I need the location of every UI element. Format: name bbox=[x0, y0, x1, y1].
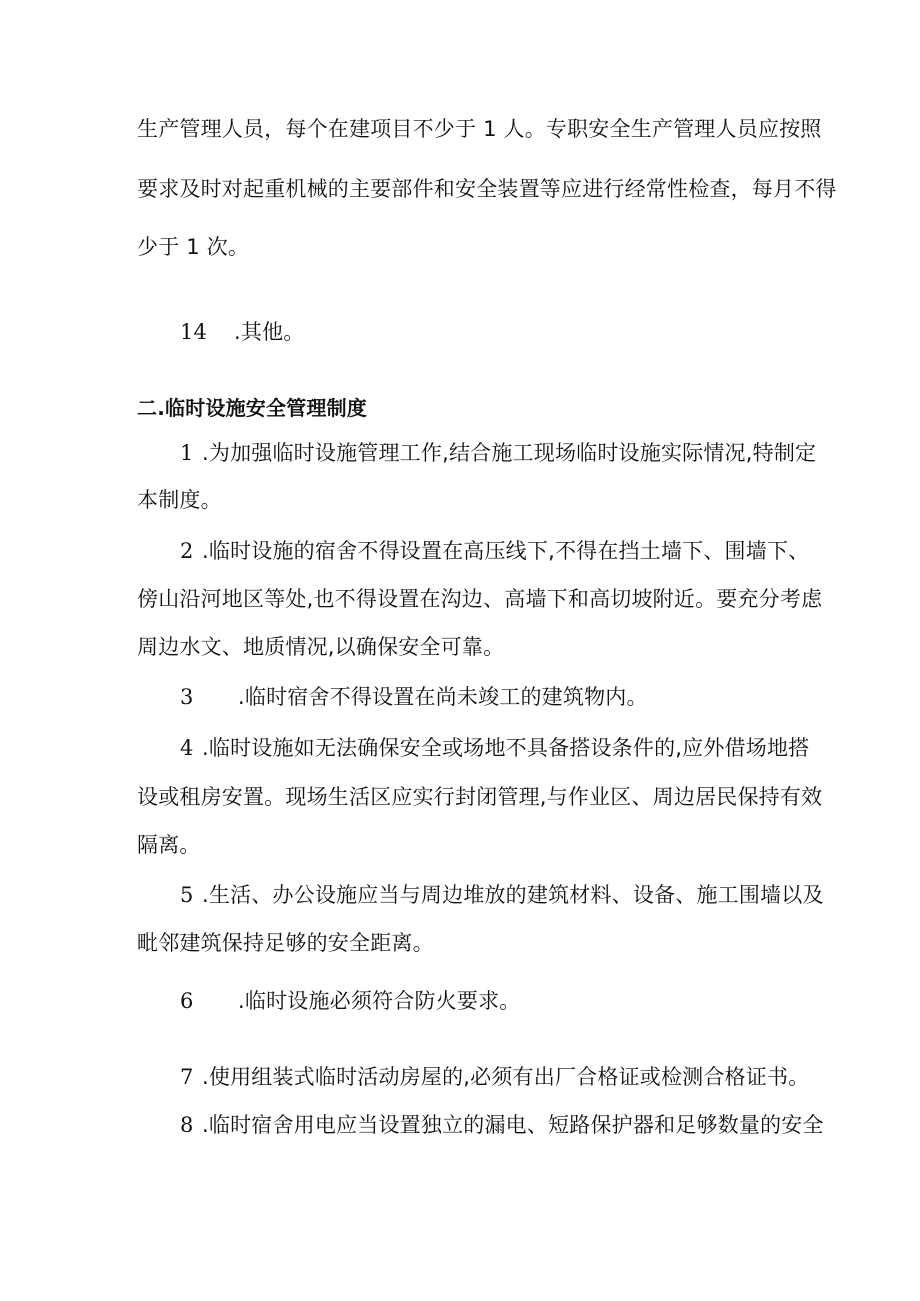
list-item-7 bbox=[180, 1062, 840, 1092]
item-text: .其他。 bbox=[234, 320, 305, 344]
item-text: .使用组装式临时活动房屋的,必须有出厂合格证或检测合格证书。 bbox=[202, 1065, 810, 1089]
item-text: .临时设施必须符合防火要求。 bbox=[238, 989, 521, 1013]
item-text: .临时宿舍用电应当设置独立的漏电、短路保护器和足够数量的安全 bbox=[202, 1113, 824, 1137]
paragraph-line: 设或租房安置。现场生活区应实行封闭管理,与作业区、周边居民保持有效 bbox=[137, 785, 823, 809]
list-item-3 bbox=[180, 682, 840, 712]
item-number: 2 bbox=[180, 539, 194, 563]
paragraph-line: 要求及时对起重机械的主要部件和安全装置等应进行经常性检查，每月不得 bbox=[137, 177, 837, 201]
item-text: .临时宿舍不得设置在尚未竣工的建筑物内。 bbox=[238, 685, 648, 709]
item-number: 14 bbox=[180, 320, 208, 344]
item-text: .生活、办公设施应当与周边堆放的建筑材料、设备、施工围墙以及 bbox=[202, 883, 824, 907]
paragraph-line: 隔离。 bbox=[137, 833, 201, 857]
paragraph-line: 少于 1 次。 bbox=[137, 235, 250, 259]
section-title: 二.临时设施安全管理制度 bbox=[137, 396, 367, 420]
paragraph-line: 生产管理人员，每个在建项目不少于 1 人。专职安全生产管理人员应按照 bbox=[137, 117, 822, 141]
item-number: 6 bbox=[180, 989, 194, 1013]
paragraph-line: 周边水文、地质情况,以确保安全可靠。 bbox=[137, 635, 505, 659]
list-item-6 bbox=[180, 986, 840, 1016]
item-text: .为加强临时设施管理工作,结合施工现场临时设施实际情况,特制定 bbox=[202, 441, 817, 465]
item-number: 5 bbox=[180, 883, 194, 907]
item-number: 3 bbox=[180, 685, 194, 709]
item-number: 8 bbox=[180, 1113, 194, 1137]
list-item-4 bbox=[180, 733, 840, 763]
item-text: .临时设施如无法确保安全或场地不具备搭设条件的,应外借场地搭 bbox=[202, 736, 810, 760]
item-number: 1 bbox=[180, 441, 194, 465]
item-text: .临时设施的宿舍不得设置在高压线下,不得在挡土墙下、围墙下、 bbox=[202, 539, 810, 563]
list-item-14 bbox=[180, 317, 840, 347]
list-item-5 bbox=[180, 880, 840, 910]
paragraph-line: 本制度。 bbox=[137, 488, 222, 512]
item-number: 7 bbox=[180, 1065, 194, 1089]
list-item-2 bbox=[180, 536, 840, 566]
paragraph-line: 毗邻建筑保持足够的安全距离。 bbox=[137, 931, 434, 955]
item-number: 4 bbox=[180, 736, 194, 760]
list-item-8 bbox=[180, 1110, 840, 1140]
list-item-1 bbox=[180, 438, 840, 468]
paragraph-line: 傍山沿河地区等处,也不得设置在沟边、高墙下和高切坡附近。要充分考虑 bbox=[137, 587, 823, 611]
